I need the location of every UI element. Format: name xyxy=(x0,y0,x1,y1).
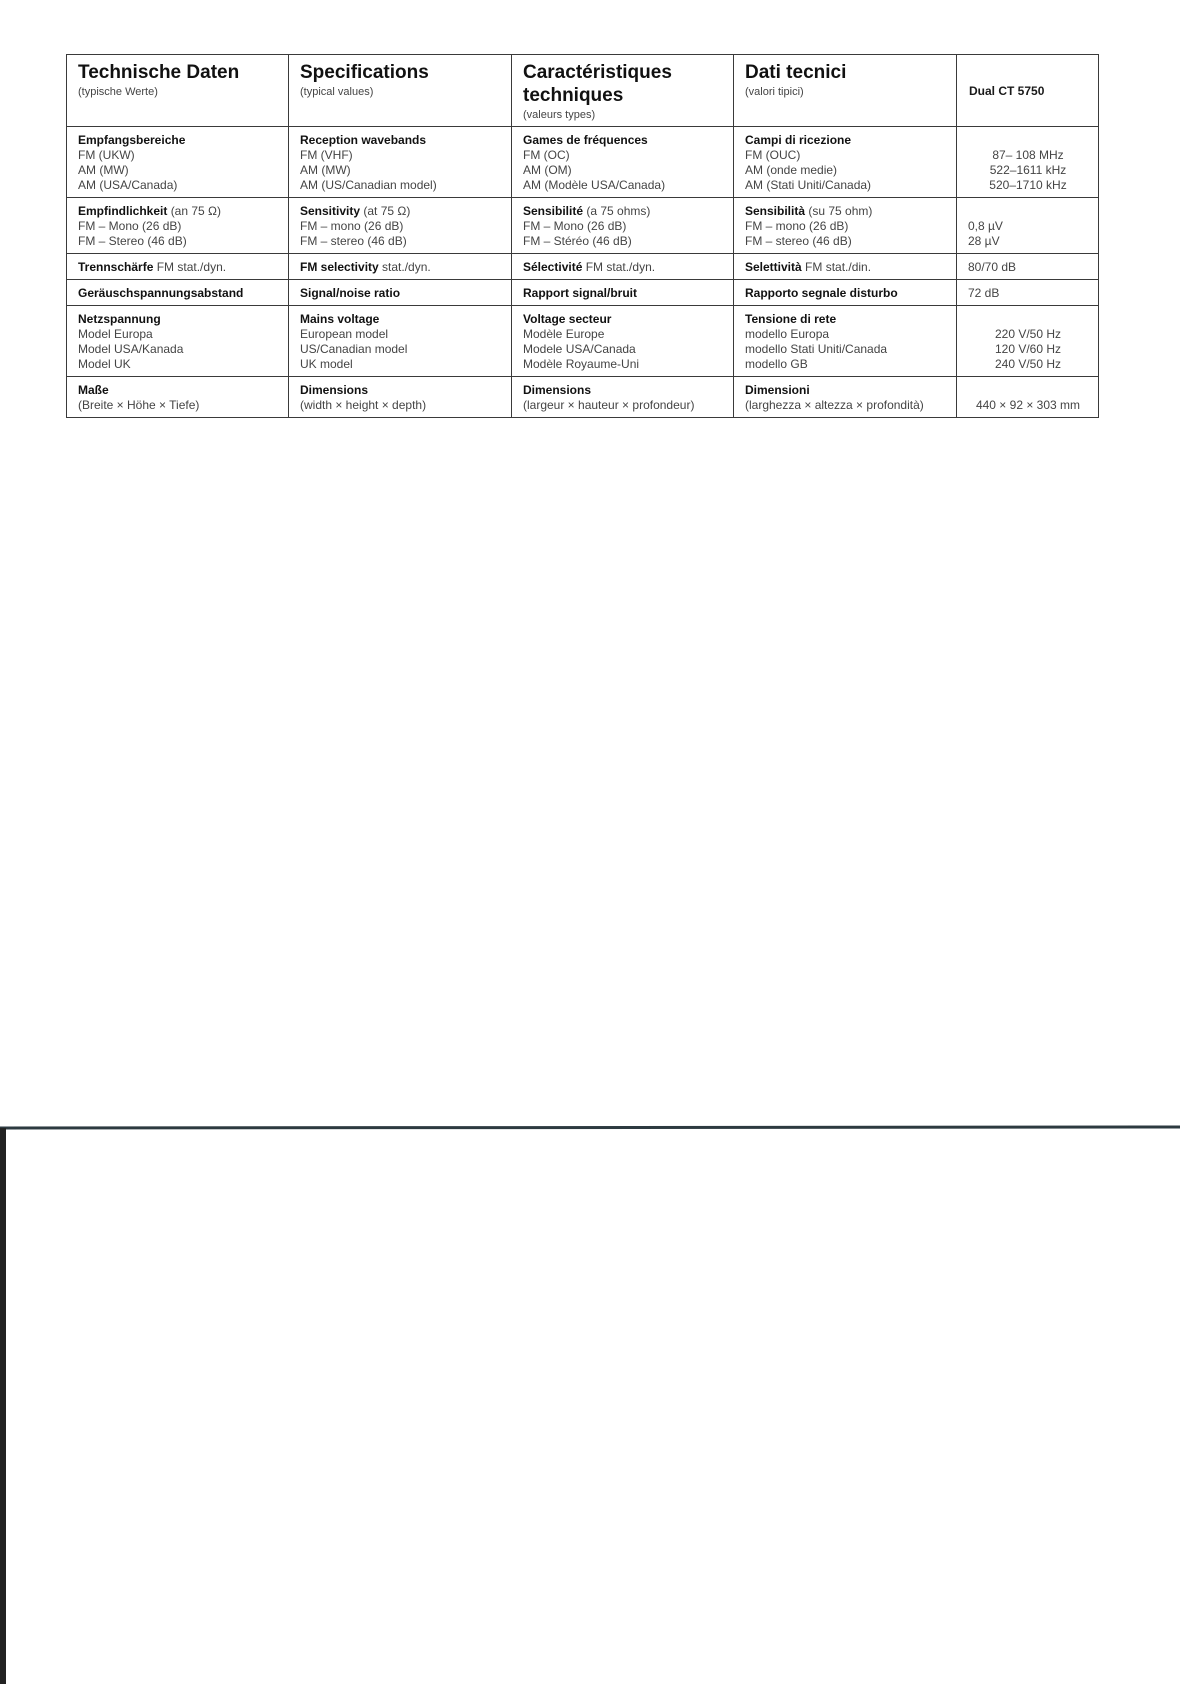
cell-fr xyxy=(512,306,734,377)
row-label: Games de fréquences xyxy=(523,133,648,147)
header-title: Specifications xyxy=(300,62,429,83)
table-row-selectivity xyxy=(67,254,1099,280)
row-line: FM – Mono (26 dB) xyxy=(78,219,182,233)
row-label: Empfindlichkeit xyxy=(78,204,168,218)
cell-value xyxy=(957,127,1099,198)
spec-value: 80/70 dB xyxy=(957,254,1099,280)
row-line: European model xyxy=(300,327,389,341)
row-label: Netzspannung xyxy=(78,312,161,326)
row-label-suffix: (at 75 Ω) xyxy=(363,204,411,218)
row-line: FM – stereo (46 dB) xyxy=(745,234,852,248)
cell-de xyxy=(67,198,289,254)
row-line: AM (onde medie) xyxy=(745,163,838,177)
cell-it xyxy=(734,198,957,254)
header-subtitle: (typische Werte) xyxy=(78,86,158,98)
cell-value xyxy=(957,198,1099,254)
spec-value: 240 V/50 Hz xyxy=(994,357,1062,371)
table-row-dimensions xyxy=(67,377,1099,418)
row-label-suffix: FM stat./dyn. xyxy=(156,260,227,274)
cell-fr xyxy=(512,127,734,198)
row-line: FM (OUC) xyxy=(745,148,801,162)
row-label: Selettività xyxy=(745,260,802,274)
table-row-snr xyxy=(67,280,1099,306)
row-line: FM (OC) xyxy=(523,148,570,162)
row-label: Trennschärfe xyxy=(78,260,154,274)
cell-it xyxy=(734,377,957,418)
row-line: modello Stati Uniti/Canada xyxy=(745,342,888,356)
row-line: FM – Stéréo (46 dB) xyxy=(523,234,632,248)
cell-fr xyxy=(512,198,734,254)
row-line: FM (VHF) xyxy=(300,148,353,162)
row-line: (Breite × Höhe × Tiefe) xyxy=(78,398,200,412)
header-de xyxy=(67,55,289,127)
spec-value: 440 × 92 × 303 mm xyxy=(975,398,1081,412)
spec-value: 520–1710 kHz xyxy=(989,178,1067,192)
cell-it xyxy=(734,127,957,198)
model-name: Dual CT 5750 xyxy=(957,55,1099,127)
header-row xyxy=(67,55,1099,127)
row-label-suffix: FM stat./din. xyxy=(805,260,872,274)
page-edge-shadow xyxy=(0,1128,6,1684)
cell-de xyxy=(67,254,289,280)
table-row-reception xyxy=(67,127,1099,198)
page-divider xyxy=(0,1125,1180,1129)
row-label: Voltage secteur xyxy=(523,312,612,326)
cell-en xyxy=(289,198,512,254)
cell-en xyxy=(289,254,512,280)
row-label: Empfangsbereiche xyxy=(78,133,186,147)
table-row-sensitivity xyxy=(67,198,1099,254)
spec-value: 522–1611 kHz xyxy=(989,163,1067,177)
row-label: Sélectivité xyxy=(523,260,583,274)
row-line: AM (Modèle USA/Canada) xyxy=(523,178,666,192)
spec-value: 28 µV xyxy=(968,234,1000,248)
cell-de xyxy=(67,127,289,198)
row-label: FM selectivity xyxy=(300,260,379,274)
header-subtitle: (typical values) xyxy=(300,86,374,98)
spec-value: 72 dB xyxy=(957,280,1099,306)
row-label: Sensitivity xyxy=(300,204,361,218)
row-line: AM (USA/Canada) xyxy=(78,178,178,192)
row-line: modello Europa xyxy=(745,327,830,341)
row-label-suffix: (an 75 Ω) xyxy=(170,204,222,218)
row-label-suffix: (su 75 ohm) xyxy=(808,204,873,218)
spec-value: 220 V/50 Hz xyxy=(994,327,1062,341)
row-label: Reception wavebands xyxy=(300,133,427,147)
row-line: FM – stereo (46 dB) xyxy=(300,234,407,248)
row-line: Modèle Europe xyxy=(523,327,605,341)
cell-value xyxy=(957,306,1099,377)
cell-de xyxy=(67,377,289,418)
table-row-mains xyxy=(67,306,1099,377)
row-line: (larghezza × altezza × profondità) xyxy=(745,398,924,412)
row-line: AM (US/Canadian model) xyxy=(300,178,437,192)
row-line: Model USA/Kanada xyxy=(78,342,184,356)
row-line: (width × height × depth) xyxy=(300,398,427,412)
cell-fr xyxy=(512,254,734,280)
spec-table xyxy=(66,54,1099,418)
cell-de xyxy=(67,306,289,377)
row-line: UK model xyxy=(300,357,353,371)
row-label: Tensione di rete xyxy=(745,312,837,326)
row-label-suffix: FM stat./dyn. xyxy=(585,260,656,274)
header-subtitle: (valeurs types) xyxy=(523,109,596,121)
row-label: Signal/noise ratio xyxy=(289,280,512,306)
cell-it xyxy=(734,306,957,377)
row-label: Mains voltage xyxy=(300,312,380,326)
row-line: (largeur × hauteur × profondeur) xyxy=(523,398,695,412)
cell-en xyxy=(289,127,512,198)
header-title: Dati tecnici xyxy=(745,62,847,83)
header-title: Technische Daten xyxy=(78,62,240,83)
cell-value xyxy=(957,377,1099,418)
row-label: Geräuschspannungsabstand xyxy=(67,280,289,306)
row-line: FM – Stereo (46 dB) xyxy=(78,234,187,248)
header-subtitle: (valori tipici) xyxy=(745,86,804,98)
row-label: Rapporto segnale disturbo xyxy=(734,280,957,306)
row-label: Dimensioni xyxy=(745,383,810,397)
row-label-suffix: stat./dyn. xyxy=(382,260,431,274)
cell-en xyxy=(289,377,512,418)
row-label: Dimensions xyxy=(300,383,369,397)
row-line: Model Europa xyxy=(78,327,153,341)
row-line: FM – mono (26 dB) xyxy=(300,219,404,233)
cell-it xyxy=(734,254,957,280)
row-label: Rapport signal/bruit xyxy=(512,280,734,306)
row-line: modello GB xyxy=(745,357,808,371)
cell-en xyxy=(289,306,512,377)
row-line: Model UK xyxy=(78,357,131,371)
row-label: Dimensions xyxy=(523,383,592,397)
row-label: Campi di ricezione xyxy=(745,133,852,147)
row-label: Sensibilité xyxy=(523,204,584,218)
row-line: Modele USA/Canada xyxy=(523,342,636,356)
row-line: AM (Stati Uniti/Canada) xyxy=(745,178,872,192)
row-line: Modèle Royaume-Uni xyxy=(523,357,640,371)
spec-value: 0,8 µV xyxy=(968,219,1003,233)
row-label-suffix: (a 75 ohms) xyxy=(586,204,651,218)
spec-value: 87– 108 MHz xyxy=(992,148,1064,162)
cell-fr xyxy=(512,377,734,418)
row-label: Sensibilità xyxy=(745,204,806,218)
row-line: FM – mono (26 dB) xyxy=(745,219,849,233)
header-en xyxy=(289,55,512,127)
spec-value: 120 V/60 Hz xyxy=(994,342,1062,356)
row-line: AM (OM) xyxy=(523,163,572,177)
row-line: AM (MW) xyxy=(78,163,129,177)
header-fr xyxy=(512,55,734,127)
row-line: FM – Mono (26 dB) xyxy=(523,219,627,233)
row-line: US/Canadian model xyxy=(300,342,408,356)
header-title: Caractéristiques techniques xyxy=(523,62,672,106)
header-it xyxy=(734,55,957,127)
row-line: AM (MW) xyxy=(300,163,351,177)
row-line: FM (UKW) xyxy=(78,148,135,162)
row-label: Maße xyxy=(78,383,109,397)
